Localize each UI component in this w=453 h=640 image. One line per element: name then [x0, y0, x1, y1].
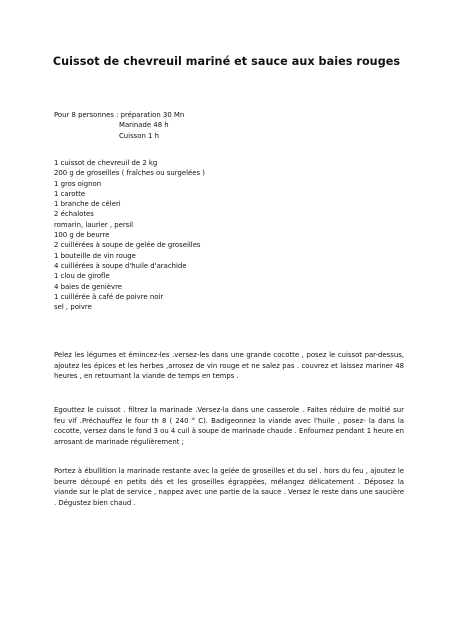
ingredient-list	[54, 158, 205, 312]
marinade-time-line: Marinade 48 h	[119, 121, 169, 130]
ingredient-item: 200 g de groseilles ( fraîches ou surgelées )	[54, 169, 205, 178]
ingredient-item: 2 échalotes	[54, 210, 94, 219]
step-sauce: Portez à ébullition la marinade restante avec la gelée de groseilles et du sel . hors du feu , ajoutez le beurre découpé en petits dés et les groseilles égrappées, mélangez délicatement . Déposez la viande sur le plat de service , nappez avec une partie de la sauce . Versez le reste dans une saucière . Dégustez bien chaud .	[54, 467, 404, 507]
cooking-time-line: Cuisson 1 h	[119, 131, 159, 140]
ingredient-item: 1 carotte	[54, 189, 86, 198]
ingredient-item: 1 branche de céleri	[54, 200, 121, 209]
ingredient-item: 1 cuissot de chevreuil de 2 kg	[54, 159, 158, 167]
ingredient-item: 1 cuillérée à café de poivre noir	[54, 292, 164, 301]
ingredient-item: sel , poivre	[54, 303, 92, 312]
recipe-title: Cuissot de chevreuil mariné et sauce aux baies rouges	[52, 55, 401, 68]
recipe-meta	[54, 110, 184, 141]
ingredient-item: 1 clou de girofle	[54, 272, 110, 281]
ingredient-item: romarin, laurier , persil	[54, 220, 134, 229]
ingredient-item: 4 cuillérées à soupe d'huile d'arachide	[54, 261, 187, 270]
step-roast: Egouttez le cuissot . filtrez la marinade .Versez-la dans une casserole . Faites réduire de moitié sur feu vif .Préchauffez le four th 8 ( 240 ° C). Badigeonnez la viande avec l'huile , posez- la dans la cocotte, versez dans le fond 3 ou 4 cuil à soupe de marinade chaude . Enfournez pendant 1 heure en arrosant de marinade régulièrement ;	[54, 406, 404, 446]
ingredient-item: 1 gros oignon	[54, 179, 102, 188]
servings-prep-line: Pour 8 personnes : préparation 30 Mn	[54, 111, 185, 119]
ingredient-item: 100 g de beurre	[54, 231, 110, 240]
ingredient-item: 2 cuillérées à soupe de gelée de groseilles	[54, 241, 201, 250]
ingredient-item: 1 bouteille de vin rouge	[54, 251, 136, 260]
ingredient-item: 4 baies de genièvre	[54, 282, 123, 291]
step-marinate: Pelez les légumes et émincez-les .versez-les dans une grande cocotte , posez le cuissot par-dessus, ajoutez les épices et les herbes ,arrosez de vin rouge et ne salez pas . couvrez et laissez mariner 48 heures , en retournant la viande de temps en temps .	[54, 351, 404, 381]
